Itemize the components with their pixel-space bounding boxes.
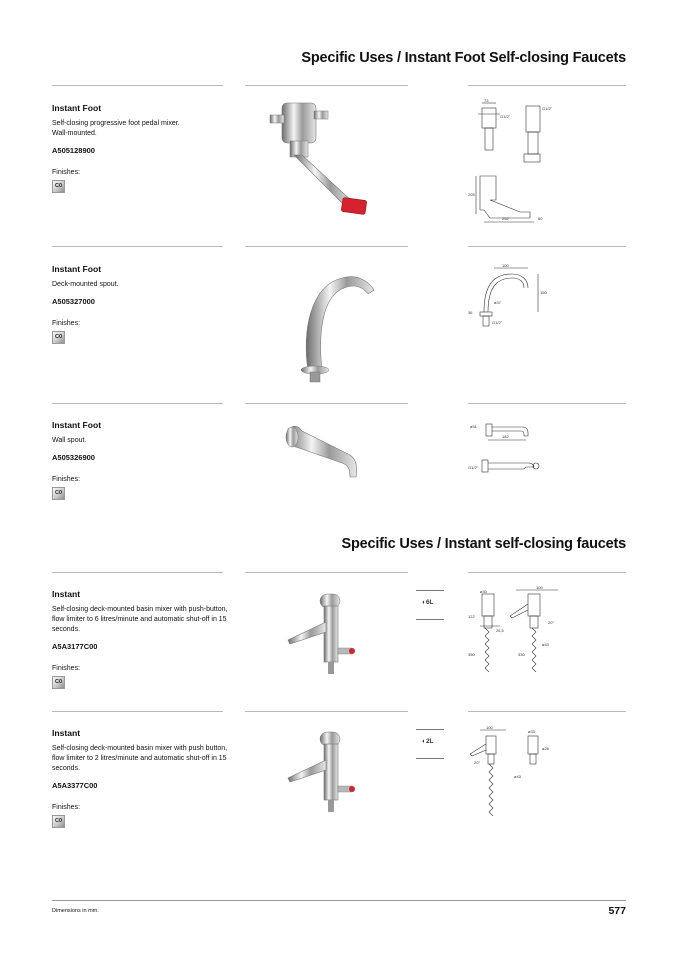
product-reference: A505128900 [52,146,95,156]
flow-rate-label: ◐6L [422,599,434,606]
divider [468,85,626,86]
finish-swatch-chrome: C0 [52,487,65,500]
product-block [52,589,232,689]
divider [245,572,408,573]
product-description: Self-closing deck-mounted basin mixer with push-button, flow limiter to 6 litres/minute and automatic shut-off in 15 seconds. [52,606,228,634]
product-block [52,264,232,344]
finish-swatch-chrome: C0 [52,331,65,344]
divider [245,711,408,712]
dimension-label: G1/2" [542,106,553,111]
finishes-label: Finishes: [52,320,81,328]
divider [416,758,444,759]
product-name: Instant Foot [52,264,102,274]
divider [468,572,626,573]
dimension-label: ø33 [528,729,535,734]
basin-mixer-2l-technical-drawing [466,724,556,830]
section-title-instant: Specific Uses / Instant self-closing faucets [341,536,626,552]
product-description: Self-closing progressive foot pedal mixer. Wall-mounted. [52,120,180,138]
dimension-label: 36 [468,310,473,315]
divider [468,711,626,712]
dimension-label: G1/2" [500,114,511,119]
product-name: Instant Foot [52,103,102,113]
product-reference: A5A3177C00 [52,642,98,652]
dimension-label: 60 [538,216,543,221]
product-name: Instant Foot [52,420,102,430]
dimension-label: G1/2" [468,465,479,470]
wall-spout-technical-drawing [466,418,556,480]
foot-pedal-mixer-technical-drawing [466,96,556,226]
finish-swatch-chrome: C0 [52,180,65,193]
deck-spout-photo [290,262,380,384]
product-description: Wall spout. [52,437,87,444]
foot-pedal-mixer-photo [262,95,412,230]
deck-spout-technical-drawing [466,262,556,334]
dimension-label: 350 [468,652,475,657]
finishes-label: Finishes: [52,804,81,812]
divider [416,590,444,591]
divider [52,403,223,404]
product-reference: A505327000 [52,297,95,307]
basin-mixer-photo [282,588,372,676]
product-block [52,728,232,828]
finishes-label: Finishes: [52,476,81,484]
dimensions-note: Dimensions in mm. [52,908,99,914]
dimension-label: ø43 [542,642,549,647]
finishes-label: Finishes: [52,665,81,673]
product-description: Deck-mounted spout. [52,281,119,288]
footer-divider [52,900,626,901]
dimension-label: ø43 [514,774,521,779]
product-reference: A505326900 [52,453,95,463]
dimension-label: ø37 [494,300,501,305]
divider [52,711,223,712]
divider [245,85,408,86]
dimension-label: 122 [468,614,475,619]
dimension-label: 182 [502,434,509,439]
divider [52,85,223,86]
product-block [52,420,232,500]
page-number: 577 [608,905,626,917]
dimension-label: ø30 [480,589,487,594]
dimension-label: 100 [486,725,493,730]
divider [416,729,444,730]
flow-rate-value: 2L [425,738,434,745]
product-name: Instant [52,589,81,599]
divider [416,619,444,620]
product-name: Instant [52,728,81,738]
dimension-label: 20° [548,620,555,625]
dimension-label: 150 [540,290,547,295]
dimension-label: 73 [484,98,489,103]
wall-spout-photo [280,415,370,485]
dimension-label: 100 [536,586,543,590]
dimension-label: 252 [502,216,509,221]
divider [245,246,408,247]
finish-swatch-chrome: C0 [52,676,65,689]
divider [245,403,408,404]
dimension-label: 330 [518,652,525,657]
flow-rate-value: 6L [425,599,434,606]
divider [468,403,626,404]
product-block [52,103,232,193]
divider [468,246,626,247]
divider [52,246,223,247]
finishes-label: Finishes: [52,169,81,177]
dimension-label: 100 [502,263,509,268]
basin-mixer-photo [282,726,372,814]
dimension-label: 26,5 [496,628,504,633]
dimension-label: ø26 [542,746,549,751]
flow-rate-label: ◐2L [422,738,434,745]
dimension-label: 205 [468,192,475,197]
dimension-label: 20° [474,760,481,765]
dimension-label: G1/2" [492,320,503,325]
finish-swatch-chrome: C0 [52,815,65,828]
section-title-foot: Specific Uses / Instant Foot Self-closing Faucets [301,50,626,66]
dimension-label: ø51 [470,424,477,429]
product-reference: A5A3377C00 [52,781,98,791]
basin-mixer-6l-technical-drawing [466,586,576,692]
product-description: Self-closing deck-mounted basin mixer with push button, flow limiter to 2 litres/minute and automatic shut-off in 15 seconds. [52,745,228,773]
divider [52,572,223,573]
